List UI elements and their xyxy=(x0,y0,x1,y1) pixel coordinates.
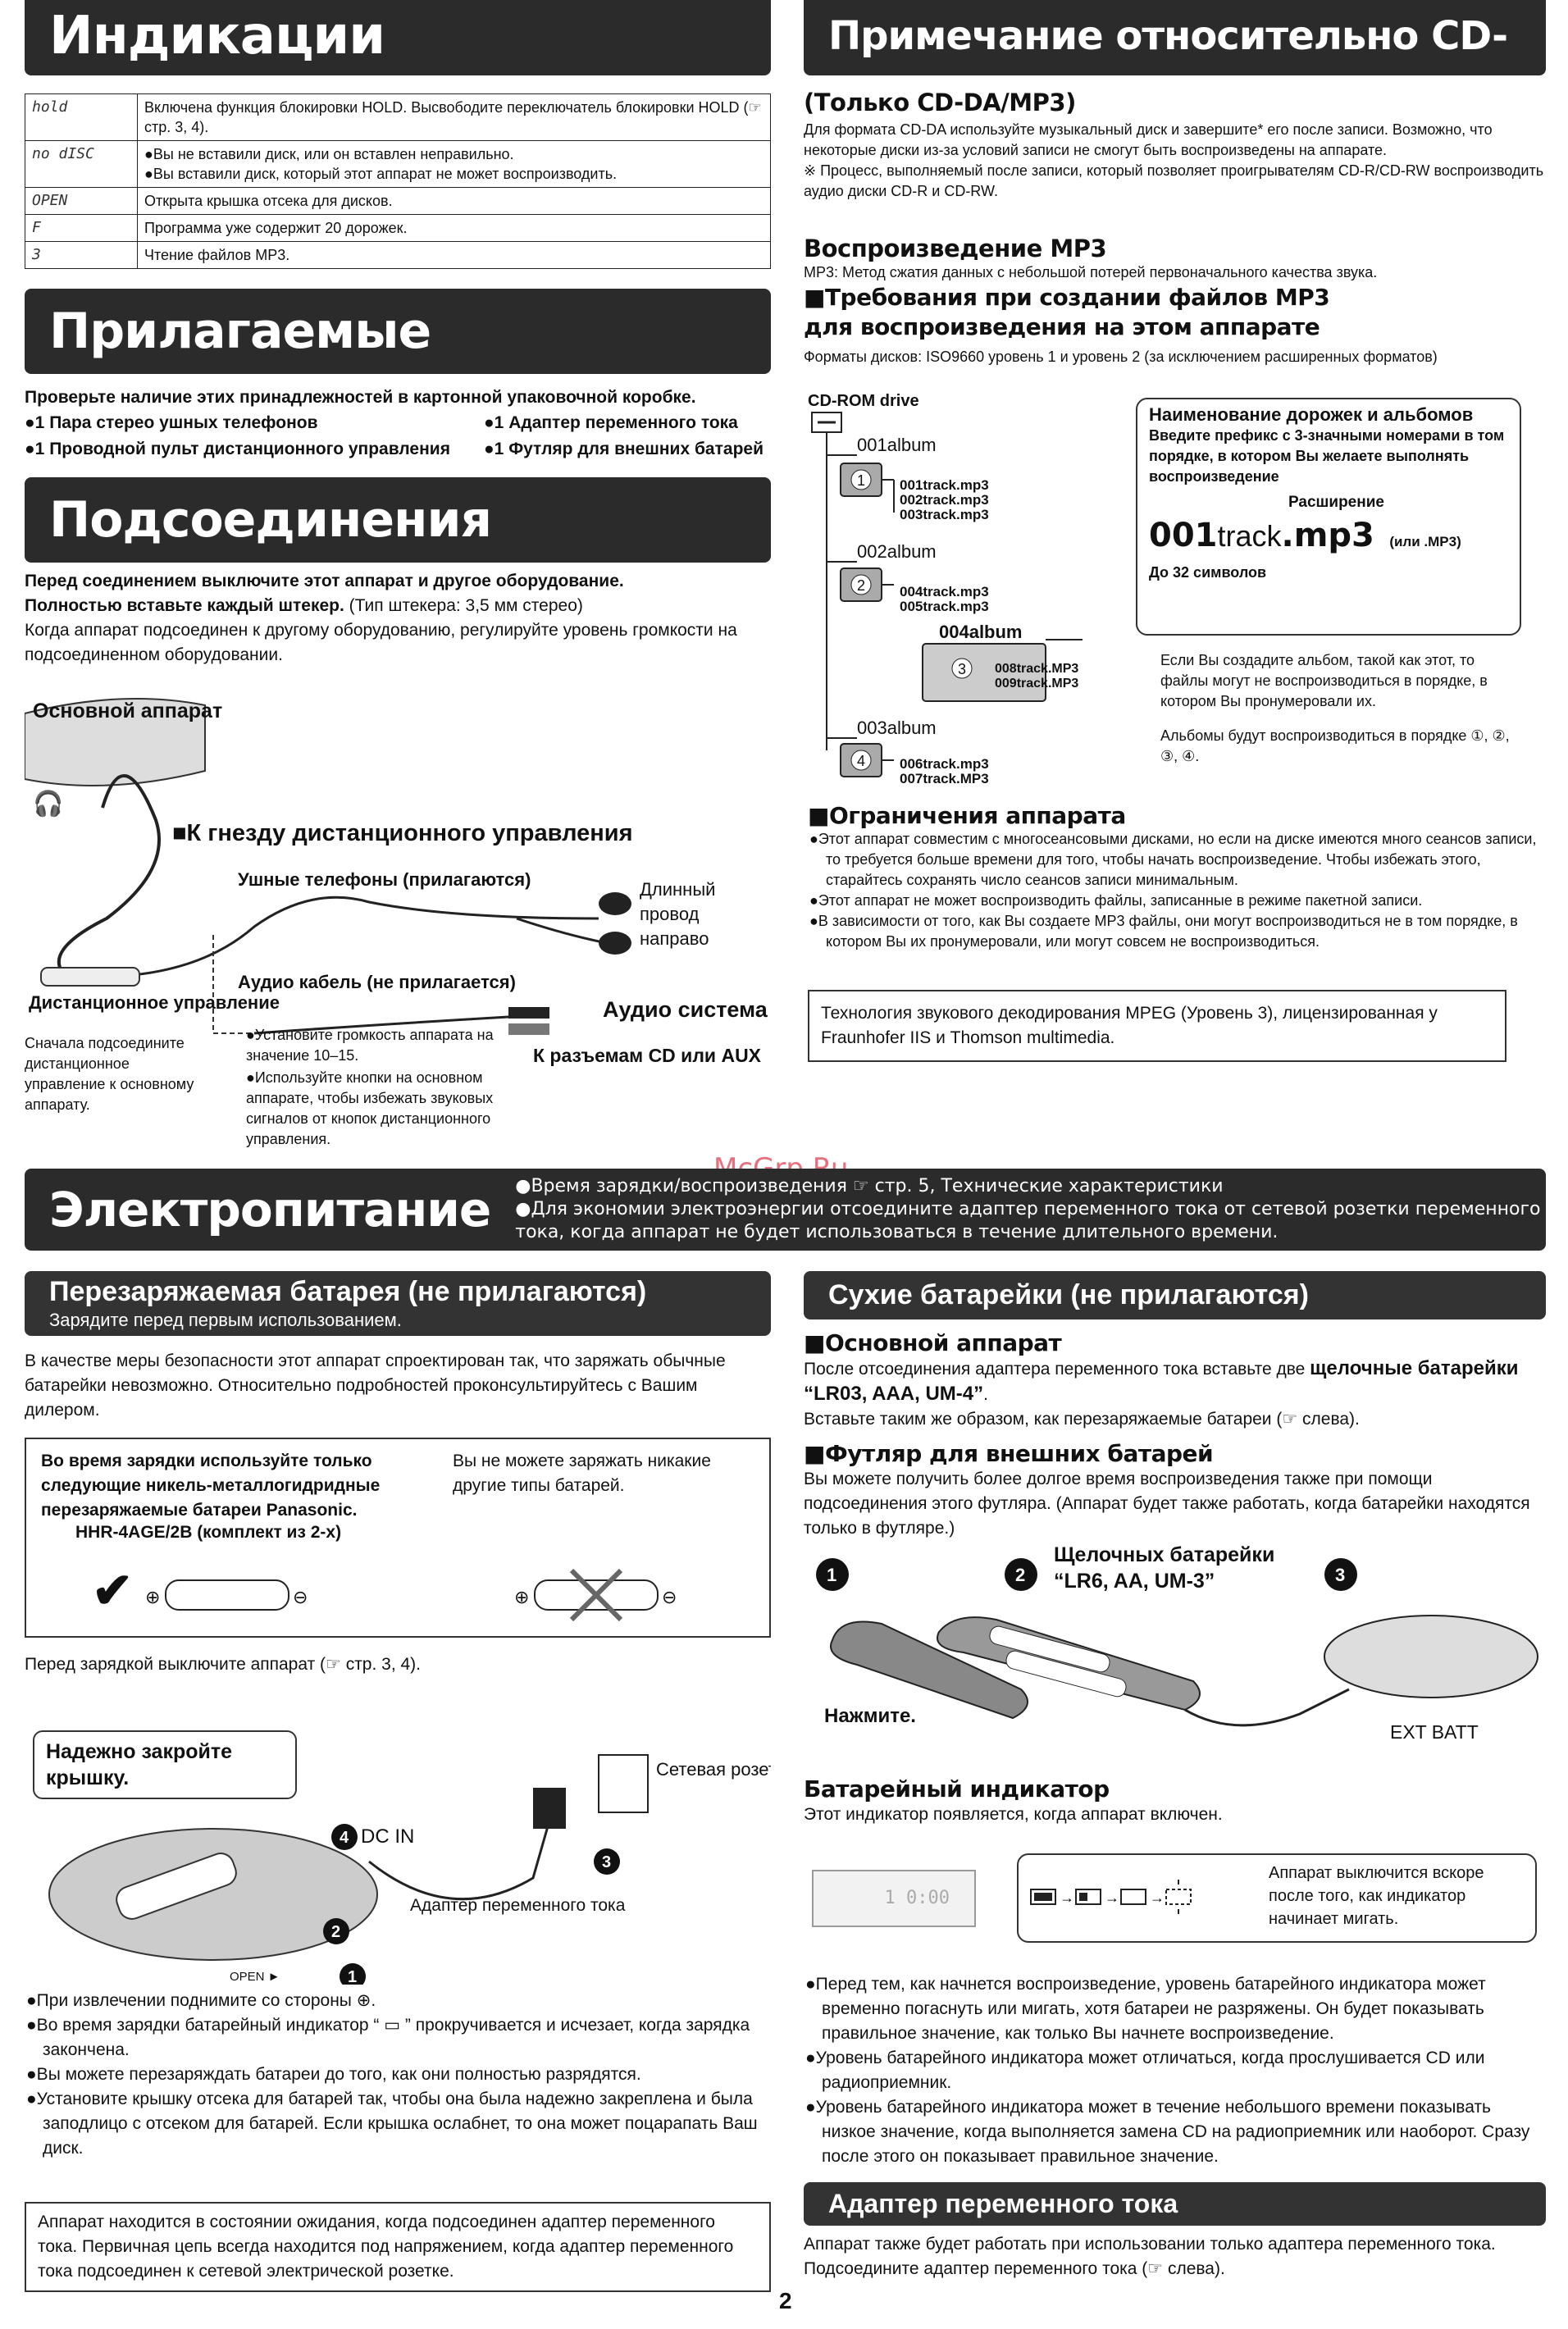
folder-num: 2 xyxy=(857,577,866,594)
text-cell: Открыта крышка отсека для дисков. xyxy=(138,188,771,215)
remote-note: Сначала подсоедините дистанционное управление к основному аппарату. xyxy=(25,1035,194,1113)
naming-title: Наименование дорожек и альбомов xyxy=(1149,404,1474,425)
connections-title: Подсоединения xyxy=(49,491,492,549)
box-left-text: Во время зарядки используйте только следующие никель-металлогидридные перезаряжаемые батареи Panasonic. xyxy=(41,1452,381,1520)
text-cell: ●Вы не вставили диск, или он вставлен неправильно. ●Вы вставили диск, который этот аппарат не может воспроизводить. xyxy=(138,141,771,188)
main-text3: Вставьте таким же образом, как перезаряжаемые батареи (☞ слева). xyxy=(804,1410,1360,1429)
remote-label: Дистанционное управление xyxy=(29,992,280,1013)
adapter-label: Адаптер переменного тока xyxy=(410,1896,626,1915)
battery-empty-icon xyxy=(1121,1889,1146,1904)
ac-text1: Аппарат также будет работать при использовании только адаптера переменного тока. xyxy=(804,2235,1496,2254)
track-label: 007track.MP3 xyxy=(900,771,989,786)
ext-batt-label: EXT BATT xyxy=(1390,1721,1479,1743)
case-title: ■Футляр для внешних батарей xyxy=(804,1440,1214,1467)
main-text2: . xyxy=(983,1385,988,1404)
max-chars: До 32 символов xyxy=(1149,564,1267,581)
indications-table xyxy=(25,93,771,269)
naming-box xyxy=(1136,398,1521,636)
power-note2: ●Для экономии электроэнергии отсоедините адаптер переменного тока от сетевой розетки переменного тока, когда аппарат не будет использоваться в течение длительного времени. xyxy=(515,1199,1541,1242)
cdr-banner xyxy=(804,0,1546,75)
code-cell: no dISC xyxy=(25,141,138,188)
accessories-banner xyxy=(25,289,771,374)
table-row xyxy=(25,94,771,141)
ac-adapter-banner xyxy=(804,2182,1546,2226)
battery-icons-svg xyxy=(26,1562,764,1628)
standby-text: Аппарат находится в состоянии ожидания, когда подсоединен адаптер переменного тока. Первичная цепь всегда находится под напряжением, когда адаптер переменного тока подсоединен к сетевой электрической розетке. xyxy=(38,2213,734,2281)
page-number: 2 xyxy=(779,2288,792,2313)
album-label: 003album xyxy=(857,718,937,738)
remote-jack-label: ■К гнезду дистанционного управления xyxy=(172,820,633,846)
example-ext: .mp3 xyxy=(1281,517,1374,554)
track-label: 003track.mp3 xyxy=(900,507,989,522)
long-wire-label: Длинный провод направо xyxy=(640,879,716,949)
drive-label: CD-ROM drive xyxy=(808,392,919,410)
track-label: 004track.mp3 xyxy=(900,584,989,599)
table-row xyxy=(25,215,771,242)
arrow-icon: → xyxy=(1060,1889,1074,1906)
before-charge: Перед зарядкой выключите аппарат (☞ стр. 3, 4). xyxy=(25,1655,422,1674)
rechargeable-title: Перезаряжаемая батарея (не прилагаются) xyxy=(49,1276,647,1307)
folder-num: 4 xyxy=(857,753,866,769)
step-num: 1 xyxy=(348,1968,358,1985)
code-cell: hold xyxy=(25,94,138,141)
mp3-req: ■Требования при создании файлов MP3 для воспроизведения на этом аппарате xyxy=(804,284,1330,340)
ac-text2: Подсоедините адаптер переменного тока (☞ слева). xyxy=(804,2259,1225,2278)
cdr-subtitle: (Только CD-DA/MP3) xyxy=(804,89,1076,116)
battery-box xyxy=(25,1438,771,1638)
charge-bullet: ●При извлечении поднимите со стороны ⊕. xyxy=(26,1991,376,2010)
box-model: HHR-4AGE/2B (комплект из 2-х) xyxy=(75,1523,342,1542)
main-unit-title: ■Основной аппарат xyxy=(804,1329,1062,1356)
list-item: ●1 Проводной пульт дистанционного управления xyxy=(25,440,450,458)
album-label: 002album xyxy=(857,541,937,562)
cdr-title: Примечание относительно CD- xyxy=(828,13,1507,59)
text-cell: Программа уже содержит 20 дорожек. xyxy=(138,215,771,242)
table-row xyxy=(25,242,771,269)
ac-adapter-title: Адаптер переменного тока xyxy=(828,2189,1178,2218)
track-label: 001track.mp3 xyxy=(900,477,989,493)
charge-bullet: ●Вы можете перезаряждать батареи до того, как они полностью разрядятся. xyxy=(26,2065,641,2084)
indicator-sequence-svg xyxy=(1019,1855,1248,1937)
album-note: Если Вы создадите альбом, такой как этот, то файлы могут не воспроизводиться в порядке, в котором Вы пронумеровали их. xyxy=(1160,652,1488,709)
dry-banner xyxy=(804,1271,1546,1319)
indicator-bullet: ●Уровень батарейного индикатора может отличаться, когда прослушивается CD или радиоприемник. xyxy=(805,2049,1485,2092)
accessories-list xyxy=(25,410,771,463)
dc-in-label: DC IN xyxy=(361,1825,415,1848)
step-num: 3 xyxy=(1335,1565,1346,1585)
extension-label: Расширение xyxy=(1288,494,1384,511)
volume-note: ●Установите громкость аппарата на значение 10–15. xyxy=(246,1027,494,1064)
table-row xyxy=(25,141,771,188)
connections-banner xyxy=(25,477,771,563)
code-cell: OPEN xyxy=(25,188,138,215)
step-num: 1 xyxy=(827,1565,837,1585)
indications-banner xyxy=(25,0,771,75)
accessories-title: Прилагаемые xyxy=(49,303,431,360)
check-icon: ✔ xyxy=(92,1563,134,1618)
step-num: 2 xyxy=(331,1923,341,1941)
connections-p3: Когда аппарат подсоединен к другому оборудованию, регулируйте уровень громкости на подсоединенном оборудовании. xyxy=(25,621,737,664)
battery-icon xyxy=(166,1580,289,1610)
rechargeable-sub: Зарядите перед первым использованием. xyxy=(49,1310,402,1330)
cd-aux-label: К разъемам CD или AUX xyxy=(533,1045,762,1066)
buttons-note: ●Используйте кнопки на основном аппарате, чтобы избежать звуковых сигналов от кнопок дистанционного управления. xyxy=(246,1069,494,1147)
list-item: ●1 Пара стерео ушных телефонов xyxy=(25,413,318,432)
limit-item: ●Этот аппарат совместим с многосеансовыми дисками, но если на диске имеются много сеансов записи, то требуется больше времени для того, чтобы начать воспроизведение. Чтобы избежать этого, старайтесь сохранять число сеансов записи минимальным. xyxy=(809,831,1537,888)
step-num: 3 xyxy=(602,1853,612,1871)
step-num: 4 xyxy=(340,1829,349,1847)
headphone-icon: 🎧 xyxy=(33,791,64,818)
headphones-label: Ушные телефоны (прилагаются) xyxy=(238,869,531,890)
connections-p1: Перед соединением выключите этот аппарат и другое оборудование. xyxy=(25,572,624,590)
press-label: Нажмите. xyxy=(824,1705,916,1727)
text-cell: Включена функция блокировки HOLD. Высвободите переключатель блокировки HOLD (☞ стр. 3, 4). xyxy=(138,94,771,141)
cdr-p2: ※ Процесс, выполняемый после записи, который позволяет проигрывателям CD-R/CD-RW воспроизводить аудио диски CD-R и CD-RW. xyxy=(804,162,1544,199)
code-cell: 3 xyxy=(25,242,138,269)
limit-item: ●В зависимости от того, как Вы создаете MP3 файлы, они могут воспроизводиться не в том порядке, в котором Вы их пронумеровали, или могут совсем не воспроизводиться. xyxy=(809,913,1518,950)
list-item: ●1 Футляр для внешних батарей xyxy=(484,440,763,458)
alkaline-label: Щелочных батарейки “LR6, AA, UM-3” xyxy=(1054,1543,1275,1593)
track-label: 002track.mp3 xyxy=(900,492,989,508)
dry-title: Сухие батарейки (не прилагаются) xyxy=(828,1279,1309,1310)
power-banner xyxy=(25,1169,1546,1251)
mpeg-text: Технология звукового декодирования MPEG (Уровень 3), лицензированная у Fraunhofer IIS и Thomson multimedia. xyxy=(821,1004,1438,1047)
mp3-desc: MP3: Метод сжатия данных с небольшой потерей первоначального качества звука. xyxy=(804,264,1378,280)
mp3-formats: Форматы дисков: ISO9660 уровень 1 и уровень 2 (за исключением расширенных форматов) xyxy=(804,349,1438,365)
limits-title: ■Ограничения аппарата xyxy=(808,802,1126,829)
naming-text: Введите префикс с 3-значными номерами в том порядке, в котором Вы желаете выполнять воспроизведение xyxy=(1149,427,1505,485)
or-mp3: (или .MP3) xyxy=(1389,534,1461,549)
track-label: 009track.MP3 xyxy=(995,677,1079,690)
cdr-p1: Для формата CD-DA используйте музыкальный диск и завершите* его после записи. Возможно, что некоторые диски из-за условий записи не смогут быть воспроизведены на аппарате. xyxy=(804,121,1493,158)
track-label: 005track.mp3 xyxy=(900,599,989,614)
code-cell: F xyxy=(25,215,138,242)
connections-p2b: (Тип штекера: 3,5 мм стерео) xyxy=(344,596,583,615)
mpeg-box xyxy=(808,990,1506,1062)
charge-bullet: ●Во время зарядки батарейный индикатор “ ▭ ” прокручивается и исчезает, когда зарядка закончена. xyxy=(26,2016,750,2059)
battery-blink-icon xyxy=(1166,1889,1191,1904)
arrow-icon: → xyxy=(1150,1889,1165,1906)
open-label: OPEN ► xyxy=(230,1970,280,1984)
charging-diagram xyxy=(25,1714,771,1985)
main-unit-label: Основной аппарат xyxy=(33,700,223,722)
standby-box xyxy=(25,2202,771,2292)
track-label: 008track.MP3 xyxy=(995,662,1079,676)
track-label: 006track.mp3 xyxy=(900,756,989,772)
audio-cable-label: Аудио кабель (не прилагается) xyxy=(238,972,516,992)
indicator-title: Батарейный индикатор xyxy=(804,1775,1110,1803)
album-label: 004album xyxy=(939,622,1023,642)
indicator-bullet: ●Уровень батарейного индикатора может в течение небольшого времени показывать низкое значение, когда выполняется замена CD на радиоприемник или наоборот. Сразу после этого он показывает правильное значение. xyxy=(805,2098,1530,2166)
accessories-intro: Проверьте наличие этих принадлежностей в картонной упаковочной коробке. xyxy=(25,388,696,407)
filename-example xyxy=(1149,517,1508,554)
mp3-title: Воспроизведение MP3 xyxy=(804,235,1107,262)
indicator-text: Этот индикатор появляется, когда аппарат включен. xyxy=(804,1805,1223,1824)
minus-icon: ⊖ xyxy=(662,1587,677,1607)
list-item: ●1 Адаптер переменного тока xyxy=(484,413,738,432)
example-name: track xyxy=(1217,519,1282,553)
main-text-bold: щелочные батарейки “LR03, AAA, UM-4” xyxy=(804,1357,1519,1405)
folder-num: 3 xyxy=(958,661,967,677)
indications-title: Индикации xyxy=(49,6,385,66)
step-num: 2 xyxy=(1015,1565,1026,1585)
indicator-callout xyxy=(1017,1853,1537,1943)
rechargeable-banner xyxy=(25,1271,771,1336)
minus-icon: ⊖ xyxy=(293,1587,308,1607)
text-cell: Чтение файлов MP3. xyxy=(138,242,771,269)
table-row xyxy=(25,188,771,215)
indicator-diagram xyxy=(808,1849,1546,1956)
connection-diagram xyxy=(25,689,771,1164)
rechargeable-p1: В качестве меры безопасности этот аппарат спроектирован так, что заряжать обычные батарейки невозможно. Относительно подробностей проконсультируйтесь с Вашим дилером. xyxy=(25,1351,726,1420)
power-title: Электропитание xyxy=(49,1182,491,1237)
mp3-diagram xyxy=(808,390,1546,791)
indicator-bullet: ●Перед тем, как начнется воспроизведение, уровень батарейного индикатора может временно погаснуть или мигать, хотя батареи не разряжены. Он будет показывать правильное значение, как только Вы начнете воспроизведение. xyxy=(805,1975,1486,2043)
close-lid-callout: Надежно закройте крышку. xyxy=(33,1730,297,1799)
main-text1: После отсоединения адаптера переменного тока вставьте две xyxy=(804,1360,1310,1379)
connections-p2: Полностью вставьте каждый штекер. xyxy=(25,596,344,615)
audio-system-label: Аудио система xyxy=(603,997,768,1022)
charge-bullet: ●Установите крышку отсека для батарей так, чтобы она была надежно закреплена и была заподлицо с отсеком для батарей. Если крышка ослабнет, то она может поцарапать Ваш диск. xyxy=(26,2090,758,2158)
limit-item: ●Этот аппарат не может воспроизводить файлы, записанные в режиме пакетной записи. xyxy=(809,892,1423,909)
plus-icon: ⊕ xyxy=(145,1587,161,1607)
battery-case-diagram xyxy=(808,1542,1546,1771)
power-note1: ●Время зарядки/воспроизведения ☞ стр. 5, Технические характеристики xyxy=(515,1176,1224,1196)
example-num: 001 xyxy=(1149,517,1218,554)
box-right-text: Вы не можете заряжать никакие другие типы батарей. xyxy=(453,1452,711,1495)
lcd-display xyxy=(812,1870,976,1927)
outlet-label: Сетевая розе xyxy=(656,1759,768,1780)
album-order: Альбомы будут воспроизводиться в порядке ①, ②, ③, ④. xyxy=(1160,727,1510,764)
lcd-text: 1 0:00 xyxy=(884,1888,950,1908)
plus-icon: ⊕ xyxy=(514,1587,530,1607)
arrow-icon: → xyxy=(1105,1889,1119,1906)
indicator-note: Аппарат выключится вскоре после того, как индикатор начинает мигать. xyxy=(1269,1864,1484,1928)
case-text: Вы можете получить более долгое время воспроизведения также при помощи подсоединения этого футляра. (Аппарат будет также работать, когда батарейки находятся только в футляре.) xyxy=(804,1470,1530,1538)
album-label: 001album xyxy=(857,435,937,455)
folder-num: 1 xyxy=(857,472,866,489)
